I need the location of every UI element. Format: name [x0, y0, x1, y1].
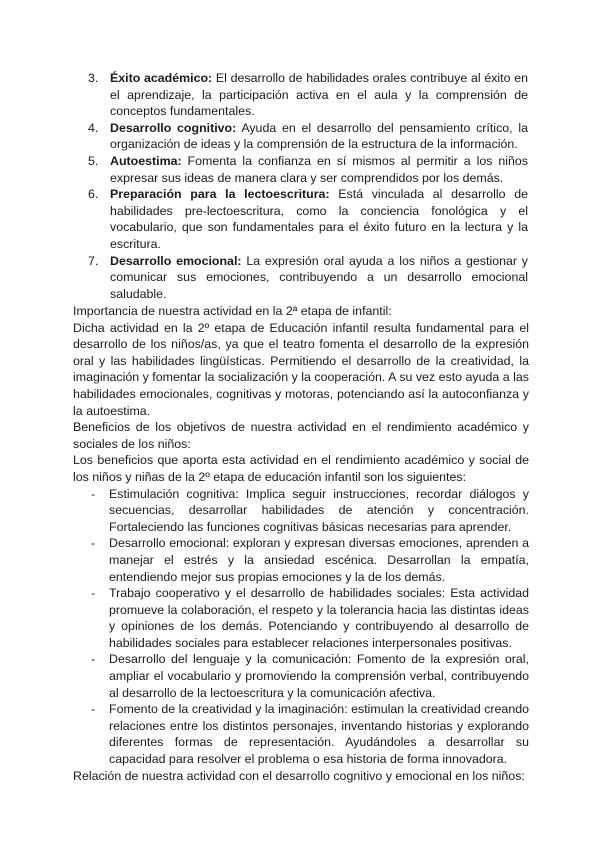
importance-paragraph: Dicha actividad en la 2º etapa de Educación infantil resulta fundamental para el desarrollo de los niños/as, ya que el teatro fomenta el desarrollo de la expresión oral y las habilidades lingüísticas. Permitiendo el desarrollo de la creatividad, la imaginación y fomentar la socialización y la cooperación. A su vez esto ayuda a las habilidades emocionales, cognitivas y motoras, potenciando así la autoconfianza y la autoestima.: [73, 320, 529, 418]
list-item-text: Está vinculada al desarrollo de habilidades pre-lectoescritura, como la conciencia fonológica y el vocabulario, que son fundamentales para el éxito futuro en la lectura y la escritura.: [110, 187, 528, 251]
dash-bullet: -: [91, 586, 96, 601]
benefit-item: [73, 651, 529, 701]
benefit-item: [73, 701, 529, 767]
list-item-text: El desarrollo de habilidades orales contribuye al éxito en el aprendizaje, la participación activa en el aula y la comprensión de conceptos fundamentales.: [110, 71, 528, 119]
dash-bullet: -: [91, 536, 96, 551]
list-item: [88, 153, 528, 186]
numbered-list: [88, 70, 528, 302]
dash-bullet: -: [91, 486, 96, 501]
benefit-item: [73, 486, 529, 536]
list-number: 7.: [88, 253, 99, 268]
list-item-title: Autoestima:: [110, 153, 182, 168]
section-heading-relation: Relación de nuestra actividad con el desarrollo cognitivo y emocional en los niños:: [73, 768, 525, 783]
list-number: 4.: [88, 120, 99, 135]
list-item-text: La expresión oral ayuda a los niños a gestionar y comunicar sus emociones, contribuyendo a un desarrollo emocional saludable.: [110, 253, 529, 301]
benefit-text: Desarrollo del lenguaje y la comunicación: Fomento de la expresión oral, ampliar el vocabulario y promoviendo la comprensión verbal, contribuyendo al desarrollo de la lectoescritura y la comunicación afectiva.: [109, 652, 529, 700]
list-number: 3.: [88, 71, 99, 85]
dash-bullet: -: [91, 702, 96, 717]
list-item: [88, 253, 528, 303]
list-item-title: Desarrollo emocional:: [110, 253, 242, 268]
benefits-intro: Los beneficios que aporta esta actividad en el rendimiento académico y social de los niños y niñas de la 2º etapa de educación infantil son los siguientes:: [73, 453, 529, 484]
list-item-text: Ayuda en el desarrollo del pensamiento crítico, la organización de ideas y la comprensión de la estructura de la información.: [110, 120, 528, 152]
list-number: 5.: [88, 153, 99, 168]
benefit-item: [73, 585, 529, 651]
list-item-text: Fomenta la confianza en sí mismos al permitir a los niños expresar sus ideas de manera clara y ser comprendidos por los demás.: [110, 153, 528, 185]
section-heading-benefits: Beneficios de los objetivos de nuestra actividad en el rendimiento académico y sociales de los niños:: [73, 420, 529, 451]
section-heading-importance: Importancia de nuestra actividad en la 2ª etapa de infantil:: [73, 304, 392, 318]
list-item: [88, 120, 528, 153]
list-number: 6.: [88, 187, 99, 202]
benefit-text: Estimulación cognitiva: Implica seguir instrucciones, recordar diálogos y secuencias, desarrollar habilidades de atención y concentración. Fortaleciendo las funciones cognitivas básicas necesarias para aprender.: [109, 486, 529, 534]
dash-bullet: -: [91, 652, 96, 667]
list-item-title: Desarrollo cognitivo:: [110, 120, 237, 135]
benefits-list: [73, 486, 529, 768]
benefit-text: Trabajo cooperativo y el desarrollo de habilidades sociales: Esta actividad promueve la colaboración, el respeto y la tolerancia hacia las distintas ideas y opiniones de los demás. Potenciando y contribuyendo al desarrollo de habilidades sociales para establecer relaciones interpersonales positivas.: [109, 586, 529, 650]
document-body: [73, 303, 529, 784]
benefit-text: Fomento de la creatividad y la imaginación: estimulan la creatividad creando relaciones entre los distintos personajes, inventando historias y explorando diferentes formas de representación. Ayudándoles a desarrollar su capacidad para resolver el problema o esa historia de forma innovadora.: [109, 702, 529, 767]
list-item-title: Preparación para la lectoescritura:: [110, 187, 330, 202]
list-item: [88, 186, 528, 252]
benefit-item: [73, 535, 529, 585]
benefit-text: Desarrollo emocional: exploran y expresan diversas emociones, aprenden a manejar el estrés y la ansiedad escénica. Desarrollan la empatía, entendiendo mejor sus propias emociones y la de los demás.: [109, 536, 529, 584]
list-item: [88, 70, 528, 120]
list-item-title: Éxito académico:: [110, 71, 213, 85]
